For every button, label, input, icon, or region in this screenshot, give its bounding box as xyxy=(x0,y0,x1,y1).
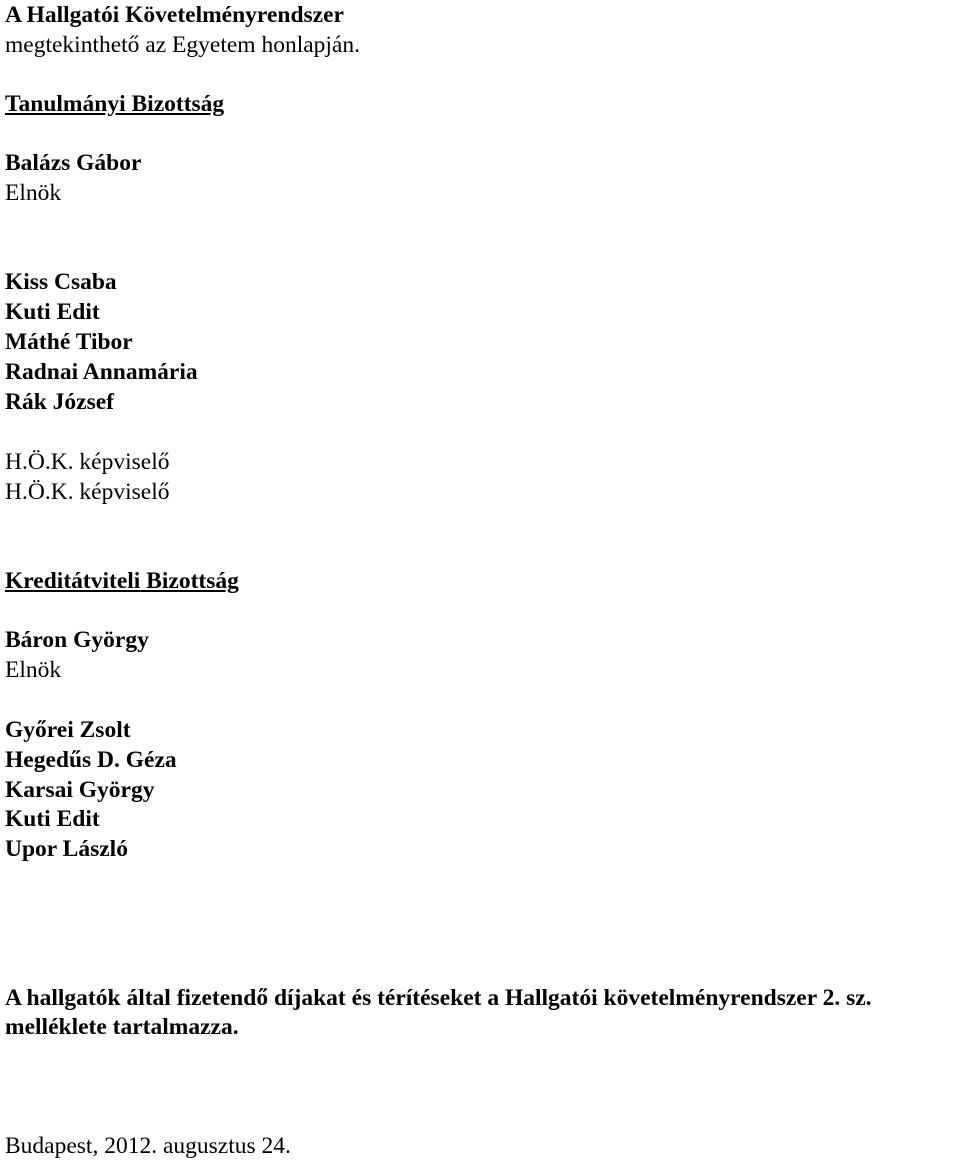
committee2-member: Upor László xyxy=(5,836,128,862)
intro-subtitle: megtekinthető az Egyetem honlapján. xyxy=(5,32,360,58)
committee1-member: Kuti Edit xyxy=(5,299,100,325)
committee2-member: Hegedűs D. Géza xyxy=(5,747,177,773)
committee2-member: Karsai György xyxy=(5,777,155,803)
committee1-member: Rák József xyxy=(5,389,114,415)
committee2-member: Győrei Zsolt xyxy=(5,717,131,743)
committee2-chair-name: Báron György xyxy=(5,627,149,653)
committee2-chair-role: Elnök xyxy=(5,657,62,683)
committee1-rep: H.Ö.K. képviselő xyxy=(5,479,170,505)
committee1-chair-name: Balázs Gábor xyxy=(5,150,142,176)
fees-note-line2: melléklete tartalmazza. xyxy=(5,1014,239,1040)
committee1-member: Kiss Csaba xyxy=(5,269,117,295)
committee1-member: Máthé Tibor xyxy=(5,329,133,355)
committee2-heading: Kreditátviteli Bizottság xyxy=(5,568,239,594)
committee1-member: Radnai Annamária xyxy=(5,359,198,385)
footer-date: Budapest, 2012. augusztus 24. xyxy=(5,1133,291,1159)
committee1-rep: H.Ö.K. képviselő xyxy=(5,449,170,475)
fees-note-line1: A hallgatók által fizetendő díjakat és térítéseket a Hallgatói követelményrendszer 2. sz. xyxy=(5,985,872,1011)
committee1-chair-role: Elnök xyxy=(5,180,62,206)
committee1-heading: Tanulmányi Bizottság xyxy=(5,91,225,117)
committee2-member: Kuti Edit xyxy=(5,806,100,832)
intro-title: A Hallgatói Követelményrendszer xyxy=(5,2,344,28)
